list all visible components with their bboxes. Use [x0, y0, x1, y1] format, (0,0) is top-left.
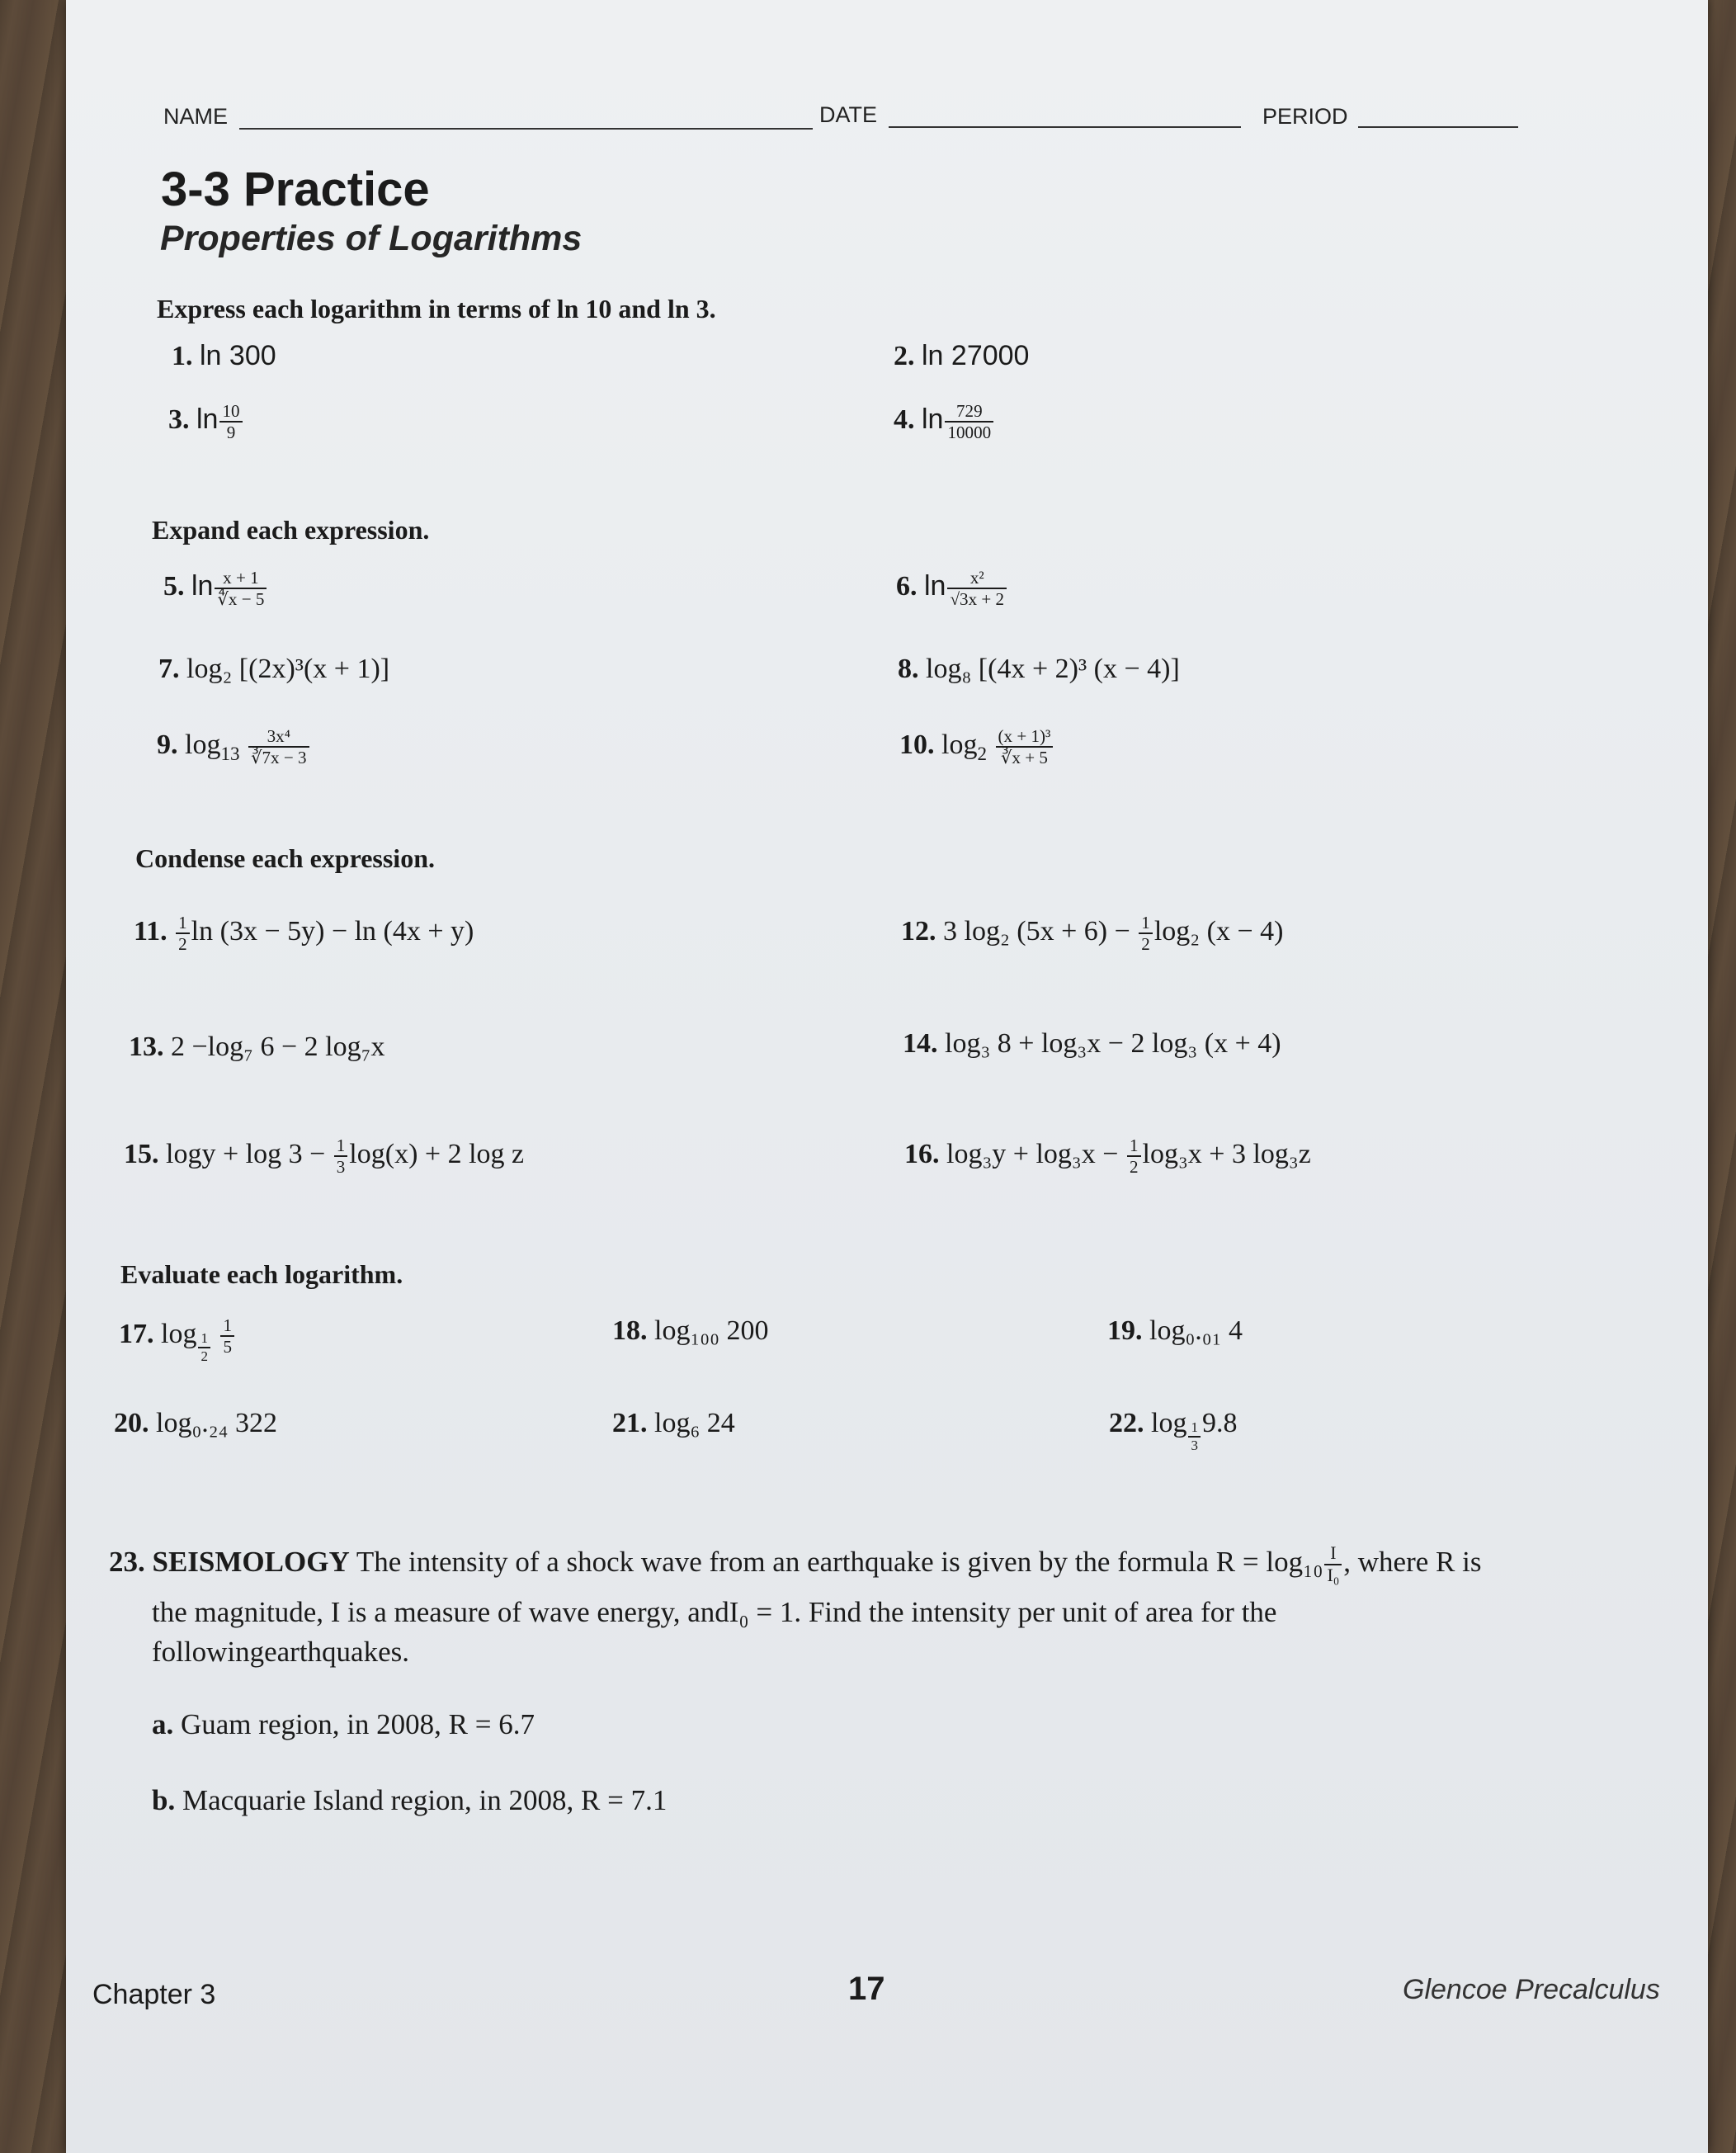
log-argument: 9.8: [1201, 1408, 1238, 1438]
problem-18: [612, 1315, 769, 1347]
problem-number: 4.: [894, 404, 915, 436]
problem-2: [894, 340, 1029, 372]
numerator: 10: [222, 401, 240, 421]
problem-15: [124, 1136, 524, 1177]
problem-11: [134, 913, 474, 954]
denominator: 9: [219, 421, 242, 442]
problem-23: [109, 1543, 1481, 1586]
problem-19: [1107, 1315, 1243, 1347]
problem-number: 21.: [612, 1408, 648, 1438]
expression-part-a: log₃y + log₃x −: [946, 1139, 1119, 1170]
worksheet-page: [66, 0, 1708, 2153]
denominator: 2: [198, 1347, 210, 1365]
problem-23-line-3: followingearthquakes.: [152, 1636, 409, 1668]
problem-9: [157, 726, 311, 767]
fraction: [215, 568, 267, 609]
problem-1: [172, 340, 276, 372]
problem-16: [904, 1136, 1311, 1177]
numerator: x²: [969, 568, 984, 588]
problem-expression: log₂ [(2x)³(x + 1)]: [186, 654, 390, 684]
problem-10: [899, 726, 1054, 767]
problem-number: 5.: [163, 571, 185, 602]
fraction: [219, 401, 242, 442]
problem-text-line-1-end: , where R is: [1343, 1545, 1482, 1578]
function-name: ln: [191, 570, 214, 602]
section-express-instructions: Express each logarithm in terms of ln 10 and ln 3.: [157, 294, 716, 323]
problem-number: 8.: [898, 654, 919, 684]
problem-6: [896, 568, 1008, 609]
problem-17: [119, 1315, 236, 1365]
numerator: 1: [1191, 1419, 1198, 1436]
expression-part-b: log₃x + 3 log₃z: [1142, 1139, 1311, 1170]
problem-number: 19.: [1107, 1315, 1143, 1346]
numerator: 1: [178, 913, 187, 932]
problem-expression: ln 300: [200, 340, 276, 371]
denominator: √3x + 2: [947, 588, 1007, 609]
section-condense-instructions: Condense each expression.: [135, 843, 435, 873]
log-base: 13: [220, 743, 240, 765]
problem-expression: log₁₀₀ 200: [654, 1315, 769, 1346]
fraction: [947, 568, 1007, 609]
coefficient-fraction: [1127, 1136, 1141, 1177]
denominator: ∛7x − 3: [248, 746, 309, 767]
denominator: 10000: [945, 421, 993, 442]
problem-13: [129, 1032, 384, 1063]
log-base-fraction: [198, 1330, 210, 1364]
denominator: 3: [334, 1155, 348, 1177]
fraction: [248, 726, 309, 767]
problem-number: 12.: [901, 916, 936, 947]
part-text: Macquarie Island region, in 2008, R = 7.1: [182, 1784, 668, 1816]
period-line: [1358, 126, 1518, 128]
numerator: x + 1: [223, 568, 259, 588]
function-name: log: [1151, 1408, 1187, 1438]
problem-4: [894, 401, 995, 442]
numerator: I: [1330, 1543, 1337, 1563]
coefficient-fraction: [176, 913, 190, 954]
expression-part-b: log₂ (x − 4): [1153, 916, 1284, 947]
date-label: DATE: [819, 102, 878, 127]
section-expand-instructions: Expand each expression.: [152, 515, 430, 545]
problem-7: [158, 654, 389, 685]
argument-fraction: [220, 1315, 234, 1357]
log-base: 2: [977, 743, 988, 765]
period-label: PERIOD: [1262, 104, 1348, 129]
problem-heading: SEISMOLOGY: [152, 1545, 350, 1578]
problem-number: 10.: [899, 729, 935, 761]
part-label: b.: [152, 1784, 176, 1816]
problem-number: 22.: [1109, 1408, 1144, 1438]
problem-3: [168, 401, 244, 442]
expression-part-a: logy + log 3 −: [166, 1139, 326, 1170]
name-label: NAME: [163, 104, 229, 129]
numerator: 1: [1141, 913, 1150, 932]
numerator: 1: [200, 1330, 208, 1347]
problem-number: 20.: [114, 1408, 149, 1438]
function-name: log: [161, 1319, 197, 1350]
problem-number: 7.: [158, 654, 180, 684]
page-title: 3-3 Practice: [161, 163, 430, 216]
problem-23b: [152, 1784, 667, 1817]
problem-20: [114, 1408, 277, 1439]
problem-8: [898, 654, 1180, 685]
problem-expression: ln 27000: [922, 340, 1030, 371]
problem-23a: [152, 1708, 535, 1741]
numerator: (x + 1)³: [998, 726, 1051, 746]
function-name: ln: [924, 570, 946, 602]
fraction: [996, 726, 1054, 767]
numerator: 729: [956, 401, 983, 421]
coefficient-fraction: [1139, 913, 1153, 954]
problem-number: 6.: [896, 571, 918, 602]
footer-book-title: Glencoe Precalculus: [1403, 1974, 1660, 2005]
denominator: 2: [1127, 1155, 1141, 1177]
problem-number: 15.: [124, 1139, 159, 1170]
numerator: 1: [1129, 1136, 1139, 1155]
problem-5: [163, 568, 268, 609]
problem-number: 11.: [134, 916, 167, 947]
problem-21: [612, 1408, 735, 1439]
problem-expression: log₃ 8 + log₃x − 2 log₃ (x + 4): [945, 1028, 1281, 1059]
problem-expression: log₀.₂₄ 322: [156, 1408, 278, 1438]
problem-expression: log₀.₀₁ 4: [1149, 1315, 1243, 1346]
problem-number: 17.: [119, 1319, 154, 1350]
denominator: 2: [1139, 932, 1153, 954]
problem-number: 9.: [157, 729, 178, 761]
problem-expression: ln (3x − 5y) − ln (4x + y): [191, 916, 474, 947]
problem-12: [901, 913, 1283, 954]
problem-number: 1.: [172, 341, 193, 371]
problem-22: [1109, 1408, 1237, 1454]
denominator: ∜x − 5: [215, 588, 267, 609]
numerator: 1: [223, 1315, 232, 1335]
part-text: Guam region, in 2008, R = 6.7: [181, 1708, 535, 1740]
name-line: [239, 128, 813, 130]
problem-expression: 2 −log₇ 6 − 2 log₇x: [171, 1032, 385, 1062]
fraction: [945, 401, 993, 442]
problem-number: 3.: [168, 404, 190, 436]
date-line: [889, 126, 1241, 128]
problem-23-line-2: the magnitude, I is a measure of wave energy, andI₀ = 1. Find the intensity per unit of area for the: [152, 1596, 1277, 1628]
problem-expression: log₈ [(4x + 2)³ (x − 4)]: [926, 654, 1180, 684]
problem-number: 16.: [904, 1139, 940, 1170]
problem-14: [903, 1028, 1281, 1060]
denominator: 5: [220, 1335, 234, 1357]
problem-expression: log₆ 24: [654, 1408, 735, 1438]
denominator: 3: [1188, 1436, 1201, 1454]
log-base-fraction: [1188, 1419, 1201, 1453]
problem-number: 18.: [612, 1315, 648, 1346]
coefficient-fraction: [334, 1136, 348, 1177]
numerator: 3x⁴: [267, 726, 291, 746]
footer-chapter: Chapter 3: [92, 1979, 216, 2010]
denominator: I₀: [1324, 1564, 1342, 1586]
expression-part-a: 3 log₂ (5x + 6) −: [943, 916, 1130, 947]
numerator: 1: [336, 1136, 346, 1155]
problem-number: 23.: [109, 1545, 145, 1578]
problem-number: 13.: [129, 1032, 164, 1062]
function-name: ln: [922, 404, 944, 436]
intensity-ratio-fraction: [1324, 1543, 1342, 1586]
function-name: log: [941, 729, 978, 761]
function-name: ln: [196, 404, 219, 436]
problem-number: 2.: [894, 341, 915, 371]
expression-part-b: log(x) + 2 log z: [349, 1139, 525, 1170]
function-name: log: [185, 729, 221, 761]
section-evaluate-instructions: Evaluate each logarithm.: [120, 1259, 403, 1289]
problem-number: 14.: [903, 1028, 938, 1059]
problem-text-line-1: The intensity of a shock wave from an earthquake is given by the formula R = log₁₀: [356, 1545, 1323, 1578]
page-subtitle: Properties of Logarithms: [160, 219, 583, 258]
denominator: ∛x + 5: [996, 746, 1054, 767]
part-label: a.: [152, 1708, 174, 1740]
footer-page-number: 17: [848, 1971, 885, 2007]
denominator: 2: [176, 932, 190, 954]
